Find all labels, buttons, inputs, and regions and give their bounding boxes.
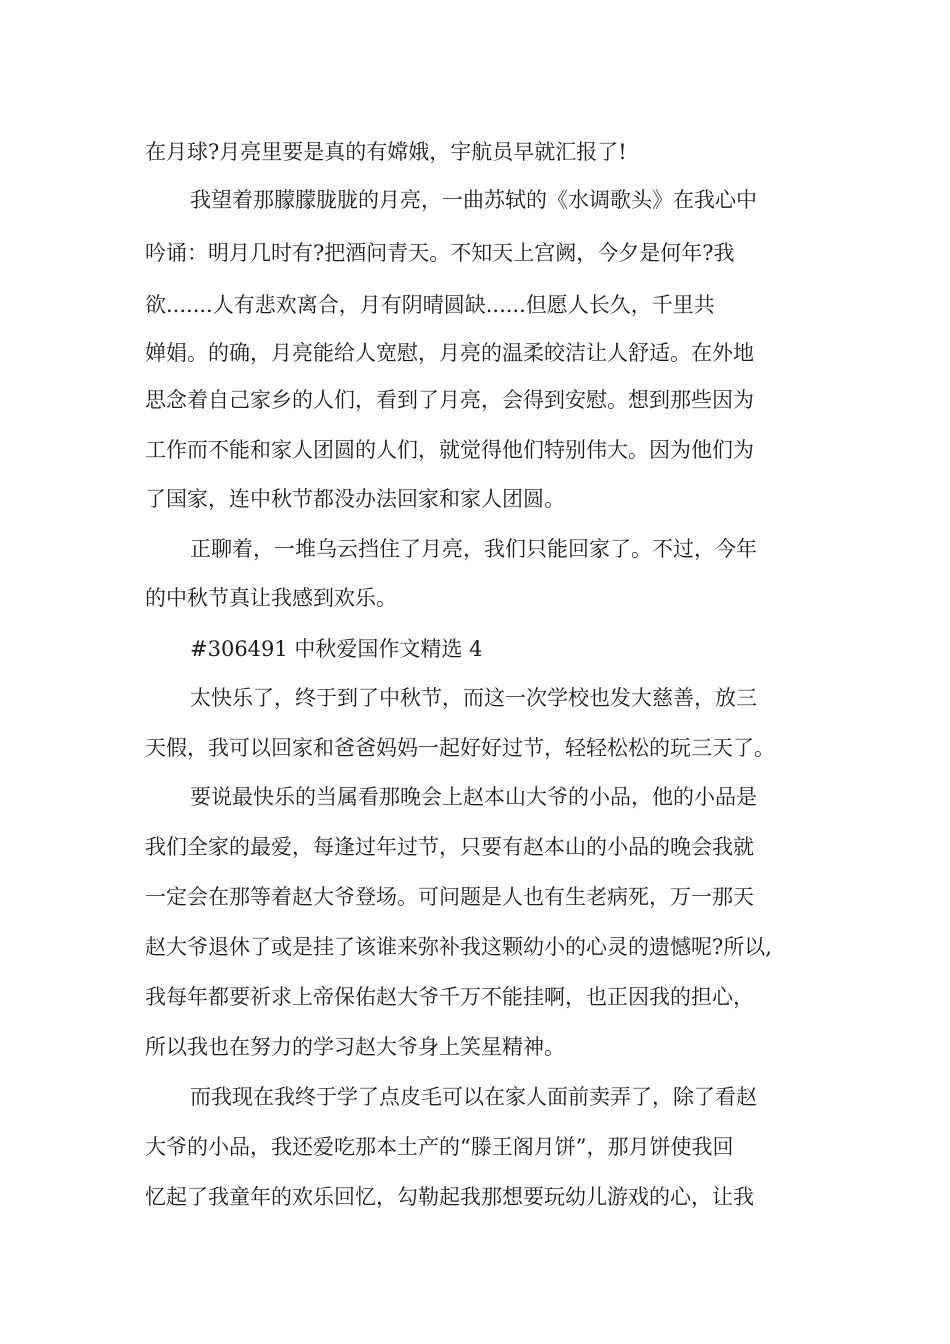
text-line: 的中秋节真让我感到欢乐。 — [145, 586, 397, 610]
paragraph-start-line: 要说最快乐的当属看那晚会上赵本山大爷的小品，他的小品是 — [190, 785, 757, 809]
text-line: 吟诵：明月几时有?把酒问青天。不知天上宫阙，今夕是何年?我 — [145, 241, 735, 265]
text-line: 赵大爷退休了或是挂了该谁来弥补我这颗幼小的心灵的遗憾呢?所以, — [145, 935, 772, 959]
text-line: 我每年都要祈求上帝保佑赵大爷千万不能挂啊，也正因我的担心， — [145, 985, 754, 1009]
text-line: 婵娟。的确，月亮能给人宽慰，月亮的温柔皎洁让人舒适。在外地 — [145, 341, 754, 365]
paragraph-start-line: 正聊着，一堆乌云挡住了月亮，我们只能回家了。不过，今年 — [190, 537, 757, 561]
text-line: 在月球?月亮里要是真的有嫦娥，宇航员早就汇报了! — [145, 140, 627, 164]
text-line: 工作而不能和家人团圆的人们，就觉得他们特别伟大。因为他们为 — [145, 438, 754, 462]
text-line: 思念着自己家乡的人们，看到了月亮，会得到安慰。想到那些因为 — [145, 388, 754, 412]
paragraph-start-line: 而我现在我终于学了点皮毛可以在家人面前卖弄了，除了看赵 — [190, 1085, 757, 1109]
text-line: 天假，我可以回家和爸爸妈妈一起好好过节，轻轻松松的玩三天了。 — [145, 736, 775, 760]
text-line: 欲.......人有悲欢离合，月有阴晴圆缺......但愿人长久，千里共 — [145, 293, 715, 317]
section-heading: #306491 中秋爱国作文精选 4 — [190, 637, 483, 661]
paragraph-start-line: 太快乐了，终于到了中秋节，而这一次学校也发大慈善，放三 — [190, 686, 757, 710]
text-line: 我们全家的最爱，每逢过年过节，只要有赵本山的小品的晚会我就 — [145, 835, 754, 859]
text-line: 大爷的小品，我还爱吃那本土产的“滕王阁月饼”，那月饼使我回 — [145, 1135, 734, 1159]
paragraph-start-line: 我望着那朦朦胧胧的月亮，一曲苏轼的《水调歌头》在我心中 — [190, 188, 757, 212]
text-line: 了国家，连中秋节都没办法回家和家人团圆。 — [145, 487, 565, 511]
text-line: 一定会在那等着赵大爷登场。可问题是人也有生老病死，万一那天 — [145, 885, 754, 909]
text-line: 所以我也在努力的学习赵大爷身上笑星精神。 — [145, 1035, 565, 1059]
text-line: 忆起了我童年的欢乐回忆，勾勒起我那想要玩幼儿游戏的心，让我 — [145, 1185, 754, 1209]
